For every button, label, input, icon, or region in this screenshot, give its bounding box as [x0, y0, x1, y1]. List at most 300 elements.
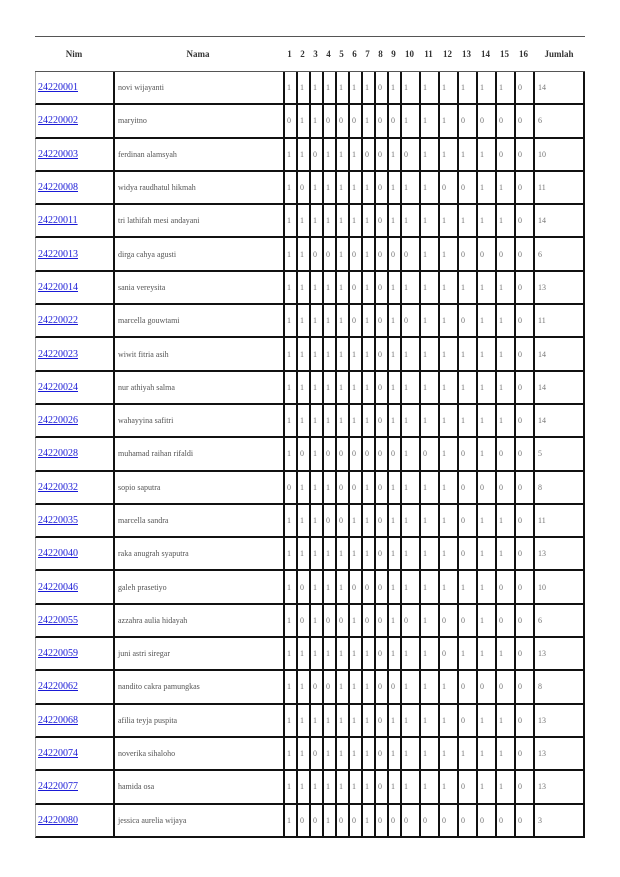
score-cell-13: 1 — [457, 405, 476, 438]
score-cell-14: 1 — [476, 738, 495, 771]
nim-cell — [35, 338, 113, 371]
table-row — [35, 638, 585, 671]
score-cell-14: 0 — [476, 105, 495, 138]
score-cell-8: 0 — [374, 72, 387, 105]
score-cell-6: 0 — [348, 472, 361, 505]
score-cell-15: 0 — [495, 105, 514, 138]
score-cell-1: 1 — [283, 172, 296, 205]
score-cell-12: 1 — [438, 305, 457, 338]
score-cell-7: 1 — [361, 338, 374, 371]
score-cell-3: 0 — [309, 738, 322, 771]
score-cell-12: 1 — [438, 472, 457, 505]
score-cell-8: 0 — [374, 139, 387, 172]
nim-link[interactable]: 24220046 — [38, 581, 78, 593]
table-row — [35, 571, 585, 604]
score-cell-7: 1 — [361, 172, 374, 205]
nim-link[interactable]: 24220035 — [38, 515, 78, 526]
score-cell-13: 1 — [457, 571, 476, 604]
score-cell-3: 1 — [309, 305, 322, 338]
header-col-2: 2 — [296, 36, 309, 72]
score-cell-1: 1 — [283, 538, 296, 571]
score-cell-6: 0 — [348, 438, 361, 471]
score-cell-14: 1 — [476, 505, 495, 538]
score-cell-7: 0 — [361, 571, 374, 604]
nim-link[interactable]: 24220077 — [38, 781, 78, 793]
score-cell-2: 1 — [296, 638, 309, 671]
score-cell-12: 1 — [438, 272, 457, 305]
nama-cell: jessica aurelia wijaya — [113, 805, 283, 838]
jumlah-cell: 10 — [533, 139, 585, 172]
score-cell-5: 1 — [335, 338, 348, 371]
score-cell-12: 1 — [438, 72, 457, 105]
score-cell-16: 0 — [514, 671, 533, 704]
score-cell-12: 1 — [438, 105, 457, 138]
score-cell-1: 1 — [283, 805, 296, 838]
score-cell-14: 1 — [476, 705, 495, 738]
nim-link[interactable]: 24220068 — [38, 714, 78, 726]
score-cell-11: 0 — [419, 805, 438, 838]
nama-cell: wiwit fitria asih — [113, 338, 283, 371]
score-cell-15: 0 — [495, 438, 514, 471]
score-cell-10: 0 — [400, 605, 419, 638]
score-cell-11: 1 — [419, 272, 438, 305]
header-jumlah: Jumlah — [533, 36, 585, 72]
score-cell-4: 1 — [322, 771, 335, 804]
score-cell-9: 1 — [387, 571, 400, 604]
nim-cell — [35, 172, 113, 205]
score-cell-8: 0 — [374, 172, 387, 205]
score-cell-7: 1 — [361, 705, 374, 738]
score-cell-3: 1 — [309, 705, 322, 738]
score-cell-4: 1 — [322, 72, 335, 105]
jumlah-cell: 8 — [533, 671, 585, 704]
score-cell-14: 1 — [476, 272, 495, 305]
score-cell-15: 1 — [495, 705, 514, 738]
score-cell-16: 0 — [514, 538, 533, 571]
score-cell-14: 1 — [476, 538, 495, 571]
score-cell-2: 1 — [296, 305, 309, 338]
jumlah-cell: 10 — [533, 571, 585, 604]
nim-link[interactable]: 24220011 — [38, 215, 78, 227]
score-cell-7: 1 — [361, 505, 374, 538]
score-cell-9: 1 — [387, 505, 400, 538]
score-cell-9: 0 — [387, 238, 400, 271]
nim-cell — [35, 272, 113, 305]
score-cell-11: 1 — [419, 72, 438, 105]
nim-cell — [35, 638, 113, 671]
score-cell-9: 1 — [387, 305, 400, 338]
score-cell-2: 1 — [296, 372, 309, 405]
nim-link[interactable]: 24220023 — [38, 348, 78, 360]
score-cell-2: 1 — [296, 705, 309, 738]
table-row — [35, 205, 585, 238]
score-cell-13: 1 — [457, 205, 476, 238]
nim-link[interactable]: 24220001 — [38, 82, 78, 94]
table-row — [35, 472, 585, 505]
score-cell-1: 1 — [283, 338, 296, 371]
score-cell-3: 0 — [309, 805, 322, 838]
score-cell-8: 0 — [374, 605, 387, 638]
score-cell-1: 1 — [283, 272, 296, 305]
score-cell-3: 1 — [309, 438, 322, 471]
score-cell-11: 1 — [419, 705, 438, 738]
score-cell-4: 0 — [322, 238, 335, 271]
score-cell-7: 1 — [361, 305, 374, 338]
score-cell-5: 0 — [335, 505, 348, 538]
score-cell-16: 0 — [514, 105, 533, 138]
score-cell-8: 0 — [374, 438, 387, 471]
nim-link[interactable]: 24220003 — [38, 148, 78, 160]
nim-link[interactable]: 24220024 — [38, 381, 78, 393]
nim-cell — [35, 372, 113, 405]
score-cell-1: 1 — [283, 705, 296, 738]
score-cell-11: 1 — [419, 405, 438, 438]
score-cell-1: 1 — [283, 671, 296, 704]
score-cell-14: 1 — [476, 205, 495, 238]
score-cell-13: 1 — [457, 272, 476, 305]
nama-cell: tri lathifah mesi andayani — [113, 205, 283, 238]
jumlah-cell: 13 — [533, 771, 585, 804]
score-cell-5: 1 — [335, 139, 348, 172]
score-cell-5: 1 — [335, 571, 348, 604]
score-cell-9: 1 — [387, 538, 400, 571]
score-cell-2: 1 — [296, 338, 309, 371]
score-cell-4: 1 — [322, 172, 335, 205]
table-row — [35, 405, 585, 438]
score-cell-11: 1 — [419, 305, 438, 338]
nim-cell — [35, 671, 113, 704]
score-cell-12: 1 — [438, 139, 457, 172]
table-row — [35, 139, 585, 172]
score-cell-4: 0 — [322, 505, 335, 538]
score-cell-15: 0 — [495, 805, 514, 838]
score-cell-11: 1 — [419, 538, 438, 571]
score-cell-15: 1 — [495, 172, 514, 205]
score-cell-4: 1 — [322, 705, 335, 738]
header-col-6: 6 — [348, 36, 361, 72]
score-cell-13: 1 — [457, 372, 476, 405]
score-cell-5: 1 — [335, 238, 348, 271]
nim-link[interactable]: 24220040 — [38, 548, 78, 560]
jumlah-cell: 6 — [533, 605, 585, 638]
nim-link[interactable]: 24220032 — [38, 481, 78, 493]
score-cell-9: 1 — [387, 705, 400, 738]
score-cell-11: 1 — [419, 205, 438, 238]
score-cell-5: 1 — [335, 705, 348, 738]
score-cell-2: 1 — [296, 105, 309, 138]
score-cell-12: 1 — [438, 671, 457, 704]
score-cell-14: 1 — [476, 139, 495, 172]
score-cell-14: 1 — [476, 338, 495, 371]
table-row — [35, 105, 585, 138]
header-col-3: 3 — [309, 36, 322, 72]
score-cell-8: 0 — [374, 805, 387, 838]
score-cell-1: 1 — [283, 605, 296, 638]
nim-link[interactable]: 24220013 — [38, 248, 78, 260]
score-cell-9: 0 — [387, 805, 400, 838]
score-cell-9: 1 — [387, 72, 400, 105]
score-cell-14: 1 — [476, 638, 495, 671]
score-cell-12: 1 — [438, 705, 457, 738]
score-cell-7: 1 — [361, 272, 374, 305]
score-cell-4: 1 — [322, 305, 335, 338]
table-row — [35, 172, 585, 205]
score-cell-3: 1 — [309, 205, 322, 238]
score-cell-10: 1 — [400, 771, 419, 804]
score-cell-10: 1 — [400, 438, 419, 471]
score-cell-12: 1 — [438, 538, 457, 571]
table-row — [35, 272, 585, 305]
score-cell-15: 1 — [495, 771, 514, 804]
nim-link[interactable]: 24220002 — [38, 115, 78, 127]
nim-link[interactable]: 24220028 — [38, 448, 78, 460]
score-cell-3: 1 — [309, 571, 322, 604]
score-cell-8: 0 — [374, 238, 387, 271]
nim-cell — [35, 105, 113, 138]
score-cell-13: 0 — [457, 671, 476, 704]
score-cell-12: 1 — [438, 771, 457, 804]
score-cell-10: 1 — [400, 538, 419, 571]
score-cell-7: 1 — [361, 105, 374, 138]
score-cell-6: 1 — [348, 671, 361, 704]
score-cell-6: 0 — [348, 571, 361, 604]
score-cell-6: 0 — [348, 105, 361, 138]
score-cell-6: 1 — [348, 72, 361, 105]
score-cell-7: 1 — [361, 671, 374, 704]
nim-link[interactable]: 24220014 — [38, 281, 78, 293]
score-cell-15: 1 — [495, 338, 514, 371]
score-cell-1: 1 — [283, 238, 296, 271]
score-cell-16: 0 — [514, 405, 533, 438]
nama-cell: juni astri siregar — [113, 638, 283, 671]
score-cell-1: 1 — [283, 139, 296, 172]
score-cell-7: 1 — [361, 738, 374, 771]
nim-link[interactable]: 24220059 — [38, 648, 78, 660]
score-cell-10: 1 — [400, 671, 419, 704]
score-cell-4: 1 — [322, 472, 335, 505]
score-cell-2: 0 — [296, 805, 309, 838]
score-cell-4: 1 — [322, 405, 335, 438]
nim-link[interactable]: 24220062 — [38, 681, 78, 693]
score-cell-16: 0 — [514, 205, 533, 238]
nama-cell: ferdinan alamsyah — [113, 139, 283, 172]
nim-link[interactable]: 24220074 — [38, 748, 78, 760]
score-cell-7: 0 — [361, 438, 374, 471]
score-cell-13: 0 — [457, 805, 476, 838]
score-cell-15: 0 — [495, 139, 514, 172]
score-cell-7: 1 — [361, 805, 374, 838]
score-cell-13: 0 — [457, 538, 476, 571]
jumlah-cell: 13 — [533, 705, 585, 738]
header-col-14: 14 — [476, 36, 495, 72]
score-cell-2: 1 — [296, 272, 309, 305]
score-cell-4: 1 — [322, 538, 335, 571]
score-cell-10: 0 — [400, 238, 419, 271]
score-cell-1: 1 — [283, 372, 296, 405]
nim-cell — [35, 705, 113, 738]
score-cell-16: 0 — [514, 638, 533, 671]
score-cell-13: 1 — [457, 738, 476, 771]
score-cell-2: 1 — [296, 139, 309, 172]
jumlah-cell: 13 — [533, 738, 585, 771]
score-cell-16: 0 — [514, 139, 533, 172]
nim-link[interactable]: 24220026 — [38, 415, 78, 427]
score-cell-10: 1 — [400, 272, 419, 305]
jumlah-cell: 6 — [533, 238, 585, 271]
score-cell-14: 1 — [476, 172, 495, 205]
score-cell-15: 1 — [495, 205, 514, 238]
score-cell-11: 1 — [419, 238, 438, 271]
jumlah-cell: 11 — [533, 172, 585, 205]
score-cell-4: 0 — [322, 671, 335, 704]
score-cell-11: 0 — [419, 438, 438, 471]
table-row — [35, 771, 585, 804]
score-cell-10: 0 — [400, 305, 419, 338]
header-col-8: 8 — [374, 36, 387, 72]
score-cell-6: 1 — [348, 205, 361, 238]
score-cell-2: 1 — [296, 671, 309, 704]
score-cell-6: 1 — [348, 172, 361, 205]
score-cell-11: 1 — [419, 472, 438, 505]
score-cell-1: 1 — [283, 638, 296, 671]
score-cell-6: 1 — [348, 738, 361, 771]
jumlah-cell: 11 — [533, 505, 585, 538]
score-cell-5: 0 — [335, 105, 348, 138]
table-row — [35, 338, 585, 371]
score-cell-10: 0 — [400, 805, 419, 838]
score-cell-8: 0 — [374, 405, 387, 438]
score-cell-10: 1 — [400, 738, 419, 771]
score-cell-13: 1 — [457, 338, 476, 371]
header-col-12: 12 — [438, 36, 457, 72]
score-cell-14: 1 — [476, 72, 495, 105]
score-cell-8: 0 — [374, 372, 387, 405]
score-cell-12: 1 — [438, 571, 457, 604]
score-cell-16: 0 — [514, 338, 533, 371]
nama-cell: widya raudhatul hikmah — [113, 172, 283, 205]
score-cell-15: 1 — [495, 372, 514, 405]
nim-cell — [35, 538, 113, 571]
score-cell-9: 0 — [387, 671, 400, 704]
score-cell-8: 0 — [374, 638, 387, 671]
nim-link[interactable]: 24220008 — [38, 182, 78, 194]
nim-cell — [35, 472, 113, 505]
score-cell-5: 1 — [335, 538, 348, 571]
score-cell-11: 1 — [419, 505, 438, 538]
jumlah-cell: 13 — [533, 538, 585, 571]
score-cell-6: 1 — [348, 605, 361, 638]
score-cell-2: 1 — [296, 405, 309, 438]
score-cell-7: 1 — [361, 638, 374, 671]
score-cell-3: 1 — [309, 105, 322, 138]
score-cell-6: 1 — [348, 372, 361, 405]
header-col-13: 13 — [457, 36, 476, 72]
score-cell-15: 1 — [495, 305, 514, 338]
score-cell-15: 0 — [495, 472, 514, 505]
score-cell-10: 1 — [400, 338, 419, 371]
nim-link[interactable]: 24220080 — [38, 814, 78, 826]
score-cell-10: 1 — [400, 705, 419, 738]
score-cell-11: 1 — [419, 771, 438, 804]
nim-cell — [35, 771, 113, 804]
table-row — [35, 538, 585, 571]
score-cell-4: 1 — [322, 571, 335, 604]
nim-link[interactable]: 24220022 — [38, 315, 78, 327]
score-cell-16: 0 — [514, 738, 533, 771]
score-cell-16: 0 — [514, 72, 533, 105]
header-row — [35, 36, 585, 72]
score-cell-1: 1 — [283, 405, 296, 438]
score-cell-2: 1 — [296, 472, 309, 505]
score-cell-4: 1 — [322, 205, 335, 238]
table-row — [35, 305, 585, 338]
score-cell-6: 1 — [348, 405, 361, 438]
score-cell-13: 1 — [457, 139, 476, 172]
score-cell-5: 0 — [335, 605, 348, 638]
nim-cell — [35, 405, 113, 438]
score-cell-16: 0 — [514, 605, 533, 638]
score-cell-7: 1 — [361, 205, 374, 238]
nim-link[interactable]: 24220055 — [38, 614, 78, 626]
score-cell-12: 0 — [438, 638, 457, 671]
score-cell-9: 0 — [387, 438, 400, 471]
table-row — [35, 238, 585, 271]
score-cell-6: 1 — [348, 338, 361, 371]
score-cell-16: 0 — [514, 305, 533, 338]
header-col-15: 15 — [495, 36, 514, 72]
score-cell-14: 0 — [476, 472, 495, 505]
score-cell-9: 1 — [387, 405, 400, 438]
nim-cell — [35, 305, 113, 338]
score-cell-9: 1 — [387, 771, 400, 804]
score-cell-4: 1 — [322, 372, 335, 405]
score-cell-9: 1 — [387, 205, 400, 238]
jumlah-cell: 6 — [533, 105, 585, 138]
score-cell-7: 1 — [361, 238, 374, 271]
nama-cell: novi wijayanti — [113, 72, 283, 105]
score-cell-13: 0 — [457, 172, 476, 205]
nama-cell: muhamad raihan rifaldi — [113, 438, 283, 471]
nama-cell: raka anugrah syaputra — [113, 538, 283, 571]
score-cell-16: 0 — [514, 472, 533, 505]
score-cell-3: 1 — [309, 605, 322, 638]
score-cell-15: 1 — [495, 638, 514, 671]
jumlah-cell: 8 — [533, 472, 585, 505]
nama-cell: nur athiyah salma — [113, 372, 283, 405]
header-col-4: 4 — [322, 36, 335, 72]
score-cell-3: 1 — [309, 338, 322, 371]
score-cell-4: 0 — [322, 438, 335, 471]
score-cell-12: 1 — [438, 238, 457, 271]
score-cell-14: 1 — [476, 305, 495, 338]
score-cell-13: 0 — [457, 605, 476, 638]
score-cell-2: 1 — [296, 738, 309, 771]
table-row — [35, 805, 585, 838]
score-cell-12: 1 — [438, 405, 457, 438]
score-cell-12: 1 — [438, 205, 457, 238]
score-cell-5: 1 — [335, 172, 348, 205]
score-cell-7: 1 — [361, 472, 374, 505]
header-col-9: 9 — [387, 36, 400, 72]
score-cell-14: 1 — [476, 771, 495, 804]
nim-cell — [35, 571, 113, 604]
score-cell-14: 1 — [476, 605, 495, 638]
table-row — [35, 738, 585, 771]
score-cell-9: 1 — [387, 139, 400, 172]
score-cell-8: 0 — [374, 505, 387, 538]
score-sheet — [35, 36, 583, 838]
score-cell-2: 1 — [296, 538, 309, 571]
